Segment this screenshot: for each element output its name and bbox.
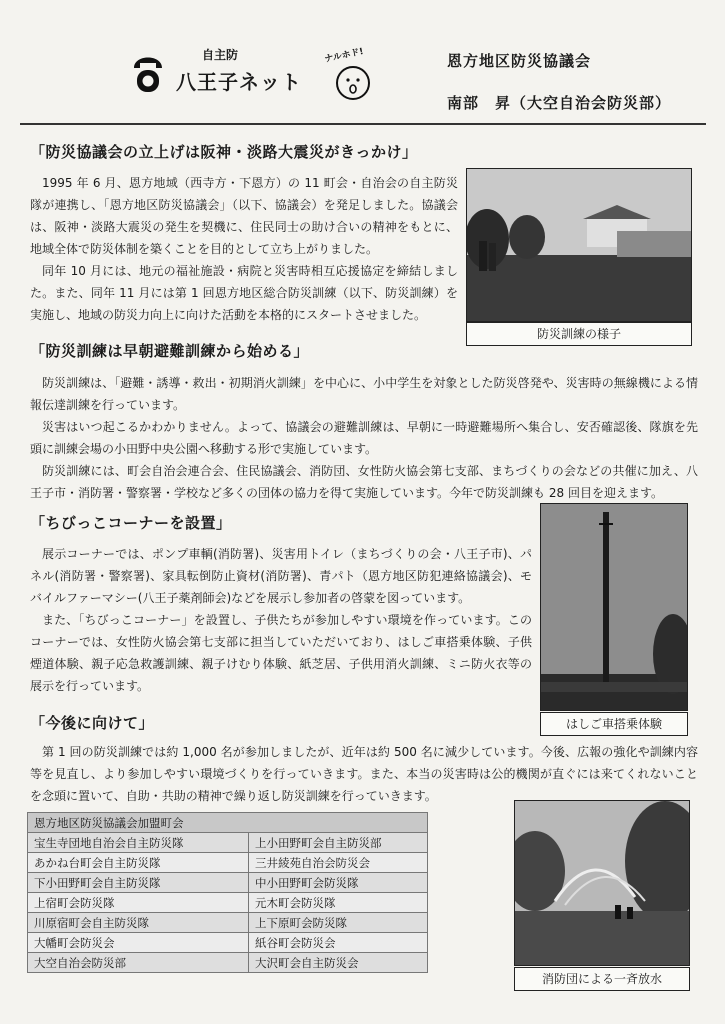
table-cell: 大空自治会防災部 [28, 953, 249, 973]
table-row [28, 833, 428, 853]
paragraph: 同年 10 月には、地元の福祉施設・病院と災害時相互応援協定を締結しました。また、同年 11 月には第 1 回恩方地区総合防災訓練（以下、防災訓練）を実施し、地域の防災力向上に向けた活動を本格的にスタートさせました。 [30, 264, 458, 322]
logo-cheer-text: ナルホド! [323, 46, 365, 65]
paragraph: 展示コーナーでは、ポンプ車輌(消防署)、災害用トイレ（まちづくりの会・八王子市)、パネル(消防署・警察署)、家具転倒防止資材(消防署)、青パト（恩方地区防犯連絡協議会)、モバイルファーマシー(八王子薬剤師会)などを展示し参加者の啓蒙を図っています。 [30, 547, 532, 605]
logo-main-text: 八王子ネット [176, 70, 302, 94]
section-body-4 [30, 741, 698, 807]
table-cell: あかね台町会自主防災隊 [28, 853, 249, 873]
table-cell: 下小田野町会自主防災隊 [28, 873, 249, 893]
section-body-3 [30, 543, 532, 697]
table-cell: 元木町会防災隊 [249, 893, 428, 913]
organization-name: 恩方地区防災協議会 [447, 52, 592, 70]
photo-caption-3: 消防団による一斉放水 [514, 967, 690, 991]
table-cell: 宝生寺団地自治会自主防災隊 [28, 833, 249, 853]
table-cell: 大幡町会防災会 [28, 933, 249, 953]
table-row [28, 933, 428, 953]
section-body-2 [30, 372, 698, 504]
photo-water-spray [514, 800, 690, 966]
paragraph: 災害はいつ起こるかわかりません。よって、協議会の避難訓練は、早朝に一時避難場所へ集合し、安否確認後、隊旗を先頭に訓練会場の小田野中央公園へ移動する形で実施しています。 [30, 420, 698, 456]
table-row [28, 913, 428, 933]
table-row [28, 873, 428, 893]
table-cell: 川原宿町会自主防災隊 [28, 913, 249, 933]
table-cell: 紙谷町会防災会 [249, 933, 428, 953]
smiley-face-icon [332, 60, 374, 102]
section-heading-4: 「今後に向けて」 [30, 714, 155, 732]
table-cell: 上宿町会防災隊 [28, 893, 249, 913]
author-name: 南部 昇（大空自治会防災部） [447, 94, 672, 112]
photo-training [466, 168, 692, 322]
photo-ladder-truck [540, 503, 688, 711]
section-body-1 [30, 172, 458, 326]
header-divider [20, 123, 706, 125]
table-row [28, 953, 428, 973]
phone-handset-icon [128, 48, 168, 96]
section-heading-2: 「防災訓練は早朝避難訓練から始める」 [30, 342, 310, 360]
paragraph: 防災訓練は、「避難・誘導・救出・初期消火訓練」を中心に、小中学生を対象とした防災啓発や、災害時の無線機による情報伝達訓練を行っています。 [30, 376, 698, 412]
table-row [28, 853, 428, 873]
member-table-title: 恩方地区防災協議会加盟町会 [28, 813, 428, 833]
photo-caption-2: はしご車搭乗体験 [540, 712, 688, 736]
logo-small-text: 自主防 [202, 48, 239, 62]
table-cell: 中小田野町会防災隊 [249, 873, 428, 893]
paragraph: 第 1 回の防災訓練では約 1,000 名が参加しましたが、近年は約 500 名に減少しています。今後、広報の強化や訓練内容等を見直し、より参加しやすい環境づくりを行っていきます。また、本当の災害時は公的機関が直ぐには来てくれないことを念頭に置いて、自助・共助の精神で繰り返し防災訓練を行っていきます。 [30, 745, 698, 803]
table-cell: 大沢町会自主防災会 [249, 953, 428, 973]
logo [128, 46, 378, 112]
table-cell: 上下原町会防災隊 [249, 913, 428, 933]
section-heading-1: 「防災協議会の立上げは阪神・淡路大震災がきっかけ」 [30, 143, 418, 161]
paragraph: また、「ちびっこコーナー」を設置し、子供たちが参加しやすい環境を作っています。このコーナーでは、女性防火協会第七支部に担当していただいており、はしご車搭乗体験、子供煙道体験、親子応急救護訓練、親子けむり体験、紙芝居、子供用消火訓練、ミニ防火衣等の展示を行っています。 [30, 613, 532, 693]
photo-caption-1: 防災訓練の様子 [466, 322, 692, 346]
table-cell: 上小田野町会自主防災部 [249, 833, 428, 853]
paragraph: 防災訓練には、町会自治会連合会、住民協議会、消防団、女性防火協会第七支部、まちづくりの会などの共催に加え、八王子市・消防署・警察署・学校など多くの団体の協力を得て実施しています。今年で防災訓練も 28 回目を迎えます。 [30, 464, 698, 500]
table-cell: 三井綾苑自治会防災会 [249, 853, 428, 873]
table-row [28, 893, 428, 913]
section-heading-3: 「ちびっこコーナーを設置」 [30, 514, 232, 532]
paragraph: 1995 年 6 月、恩方地域（西寺方・下恩方）の 11 町会・自治会の自主防災隊が連携し、「恩方地区防災協議会」（以下、協議会）を発足しました。協議会は、阪神・淡路大震災の発生を契機に、住民同士の助け合いの精神をもとに、地域全体で防災体制を築くことを目的として立ち上がりました。 [30, 176, 458, 256]
member-table [27, 812, 428, 973]
